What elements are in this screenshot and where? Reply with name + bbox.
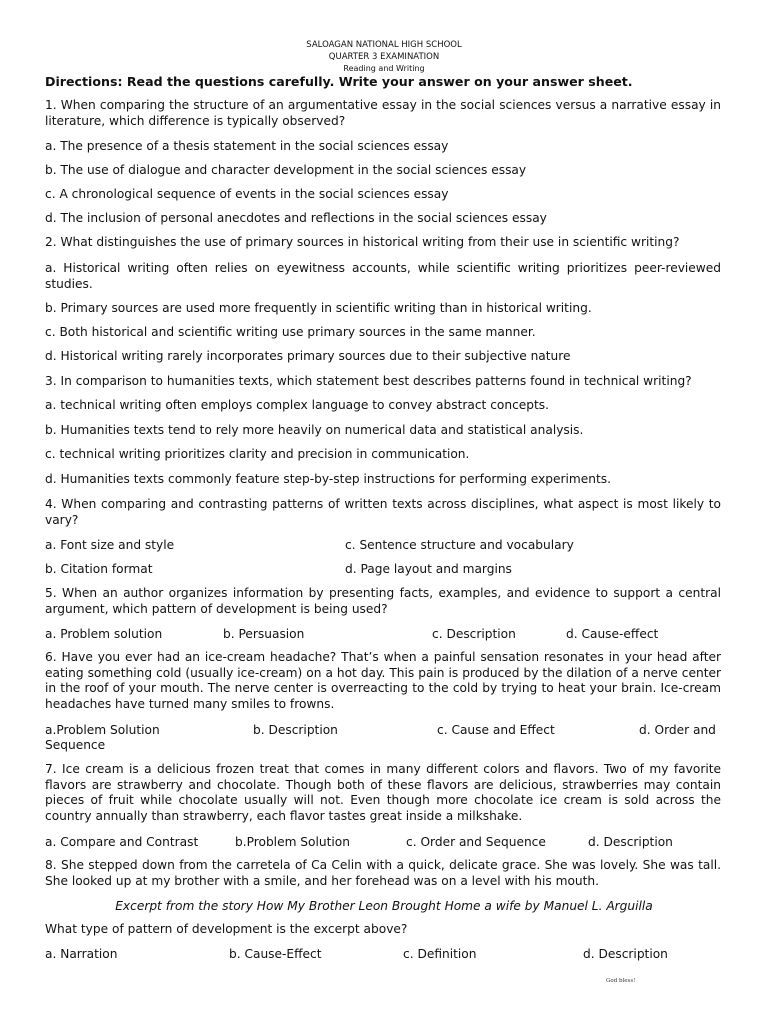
question-1-option-d: d. The inclusion of personal anecdotes and reflections in the social sciences essay	[45, 211, 547, 225]
question-8-option-c: c. Definition	[403, 947, 477, 961]
school-name: SALOAGAN NATIONAL HIGH SCHOOL	[306, 40, 462, 50]
directions: Directions: Read the questions carefully. Write your answer on your answer sheet.	[45, 74, 633, 89]
footer-note: God bless!	[606, 978, 636, 984]
question-6-option-c: c. Cause and Effect	[437, 723, 555, 737]
question-5-option-d: d. Cause-effect	[566, 627, 659, 641]
question-6-option-d: d. Order and	[639, 723, 716, 737]
question-4-stem: 4. When comparing and contrasting patterns of written texts across disciplines, what aspect is most likely to vary?	[45, 497, 721, 527]
question-6-option-a: a.Problem Solution	[45, 723, 160, 737]
question-3-option-d: d. Humanities texts commonly feature step-by-step instructions for performing experiments.	[45, 472, 612, 486]
question-6-option-d-continuation: Sequence	[45, 738, 106, 752]
question-8-options	[0, 946, 768, 962]
question-1-option-a: a. The presence of a thesis statement in the social sciences essay	[45, 139, 449, 153]
question-5-option-b: b. Persuasion	[223, 627, 305, 641]
question-7-option-a: a. Compare and Contrast	[45, 835, 199, 849]
subject-title: Reading and Writing	[343, 64, 425, 73]
question-8-question: What type of pattern of development is the excerpt above?	[45, 922, 408, 936]
question-1-option-c: c. A chronological sequence of events in the social sciences essay	[45, 187, 449, 201]
question-4-option-c: c. Sentence structure and vocabulary	[345, 538, 574, 552]
question-7-option-b: b.Problem Solution	[235, 835, 350, 849]
question-4-option-b: b. Citation format	[45, 562, 153, 576]
question-3-option-a: a. technical writing often employs complex language to convey abstract concepts.	[45, 398, 550, 412]
question-7-option-d: d. Description	[588, 835, 673, 849]
question-6-options	[0, 722, 768, 738]
question-3-stem: 3. In comparison to humanities texts, which statement best describes patterns found in technical writing?	[45, 374, 692, 388]
question-3-option-c: c. technical writing prioritizes clarity and precision in communication.	[45, 447, 470, 461]
question-8-option-b: b. Cause-Effect	[229, 947, 322, 961]
question-7-options	[0, 834, 768, 850]
question-2-option-c: c. Both historical and scientific writing use primary sources in the same manner.	[45, 325, 536, 339]
question-5-option-c: c. Description	[432, 627, 516, 641]
exam-title: QUARTER 3 EXAMINATION	[328, 52, 440, 62]
question-3-option-b: b. Humanities texts tend to rely more heavily on numerical data and statistical analysis.	[45, 423, 584, 437]
question-6-stem: 6. Have you ever had an ice-cream headache? That’s when a painful sensation resonates in your head after eating something cold (usually ice-cream) on a hot day. This pain is produced by the dilation of a nerve center in the roof of your mouth. The nerve center is overreacting to the cold by trying to heat your brain. Ice-cream headaches have turned many smiles to frowns.	[45, 650, 721, 711]
question-1-option-b: b. The use of dialogue and character development in the social sciences essay	[45, 163, 527, 177]
question-8-option-a: a. Narration	[45, 947, 118, 961]
question-8-stem: 8. She stepped down from the carretela of Ca Celin with a quick, delicate grace. She was lovely. She was tall. She looked up at my brother with a smile, and her forehead was on a level with his mouth.	[45, 858, 721, 888]
question-2-stem: 2. What distinguishes the use of primary sources in historical writing from their use in scientific writing?	[45, 235, 680, 249]
question-4-option-a: a. Font size and style	[45, 538, 175, 552]
question-2-option-a: a. Historical writing often relies on eyewitness accounts, while scientific writing prioritizes peer-reviewed studies.	[45, 261, 721, 291]
question-5-option-a: a. Problem solution	[45, 627, 163, 641]
question-2-option-d: d. Historical writing rarely incorporates primary sources due to their subjective nature	[45, 349, 571, 363]
question-6-option-d-continuation-row	[0, 737, 768, 753]
question-7-option-c: c. Order and Sequence	[406, 835, 546, 849]
question-1-stem: 1. When comparing the structure of an argumentative essay in the social sciences versus a narrative essay in literature, which difference is typically observed?	[45, 98, 721, 128]
question-4-options-row-2	[0, 561, 768, 577]
question-6-option-b: b. Description	[253, 723, 338, 737]
question-5-stem: 5. When an author organizes information by presenting facts, examples, and evidence to support a central argument, which pattern of development is being used?	[45, 586, 721, 616]
question-4-option-d: d. Page layout and margins	[345, 562, 512, 576]
question-4-options-row-1	[0, 537, 768, 553]
question-5-options	[0, 626, 768, 642]
question-8-excerpt-source: Excerpt from the story How My Brother Leon Brought Home a wife by Manuel L. Arguilla	[115, 899, 653, 913]
question-7-stem: 7. Ice cream is a delicious frozen treat that comes in many different colors and flavors. Two of my favorite flavors are strawberry and chocolate. Though both of these flavors are delicious, strawberries may contain pieces of fruit while chocolate usually will not. Even though more chocolate ice cream is sold across the country annually than strawberry, each flavor tastes great inside a milkshake.	[45, 762, 721, 823]
question-2-option-b: b. Primary sources are used more frequently in scientific writing than in historical writing.	[45, 301, 592, 315]
question-8-option-d: d. Description	[583, 947, 668, 961]
